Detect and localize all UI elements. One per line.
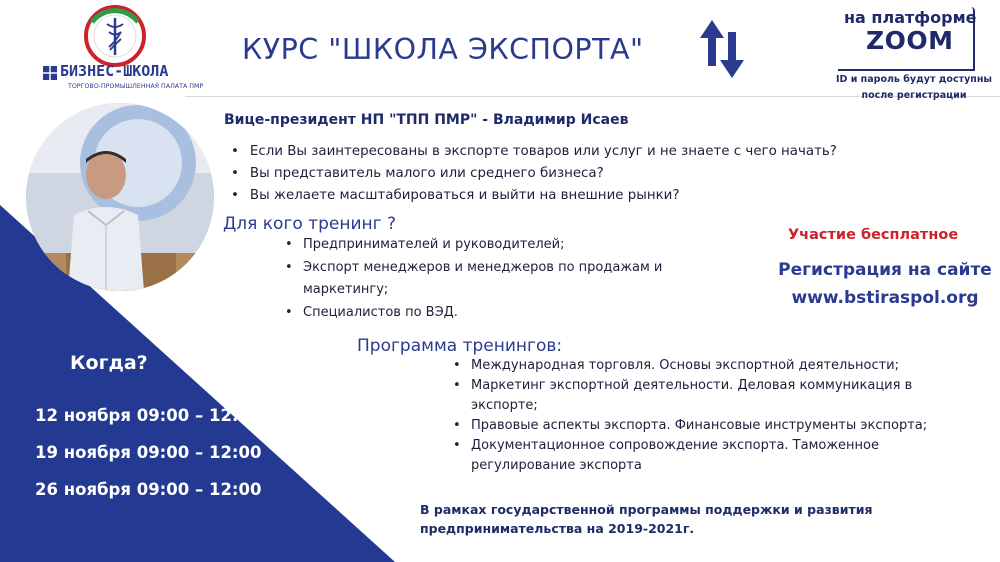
free-participation: Участие бесплатное: [788, 227, 959, 243]
logo-name: БИЗНЕС-ШКОЛА: [60, 62, 169, 80]
footer-note: В рамках государственной программы поддержки и развития предпринимательства на 2019-2021г.: [420, 502, 873, 536]
up-down-arrows-icon: [695, 16, 749, 82]
list-item: • Если Вы заинтересованы в экспорте товаров или услуг и не знаете с чего начать?: [223, 141, 837, 163]
speaker-title: Вице-президент НП "ТПП ПМР" - Владимир Исаев: [224, 112, 629, 128]
schedule-heading: Когда?: [70, 352, 148, 374]
program-heading: Программа тренингов:: [357, 336, 563, 356]
schedule-date: 26 ноября 09:00 – 12:00: [35, 480, 262, 499]
list-item: • Маркетинг экспортной деятельности. Деловая коммуникация в экспорте;: [453, 376, 973, 416]
program-list: [453, 356, 973, 476]
list-item: • Международная торговля. Основы экспортной деятельности;: [453, 356, 973, 376]
list-item: • Предпринимателей и руководителей;: [285, 234, 705, 257]
list-item: • Специалистов по ВЭД.: [285, 302, 705, 325]
registration-label: Регистрация на сайте: [778, 260, 992, 280]
list-item: • Вы желаете масштабироваться и выйти на внешние рынки?: [223, 185, 837, 207]
registration-block: [770, 256, 1000, 312]
list-item: • Вы представитель малого или среднего бизнеса?: [223, 163, 837, 185]
list-item: • Правовые аспекты экспорта. Финансовые инструменты экспорта;: [453, 416, 973, 436]
audience-list: [285, 234, 705, 324]
schedule-date: 12 ноября 09:00 – 12:00: [35, 406, 262, 425]
speaker-photo: [26, 103, 214, 291]
platform-note: ID и пароль будут доступны после регистрации: [835, 74, 993, 101]
audience-heading: Для кого тренинг ?: [223, 214, 396, 234]
question-list: [223, 141, 837, 207]
registration-site-link[interactable]: www.bstiraspol.org: [791, 288, 979, 308]
platform-label: на платформе: [844, 8, 977, 27]
logo-subtitle: ТОРГОВО-ПРОМЫШЛЕННАЯ ПАЛАТА ПМР: [68, 83, 204, 90]
list-item: • Документационное сопровождение экспорта. Таможенное регулирование экспорта: [453, 436, 973, 476]
platform-name: ZOOM: [866, 26, 954, 55]
page-title: КУРС "ШКОЛА ЭКСПОРТА": [242, 33, 644, 66]
list-item: • Экспорт менеджеров и менеджеров по продажам и маркетингу;: [285, 257, 705, 302]
schedule-date: 19 ноября 09:00 – 12:00: [35, 443, 262, 462]
